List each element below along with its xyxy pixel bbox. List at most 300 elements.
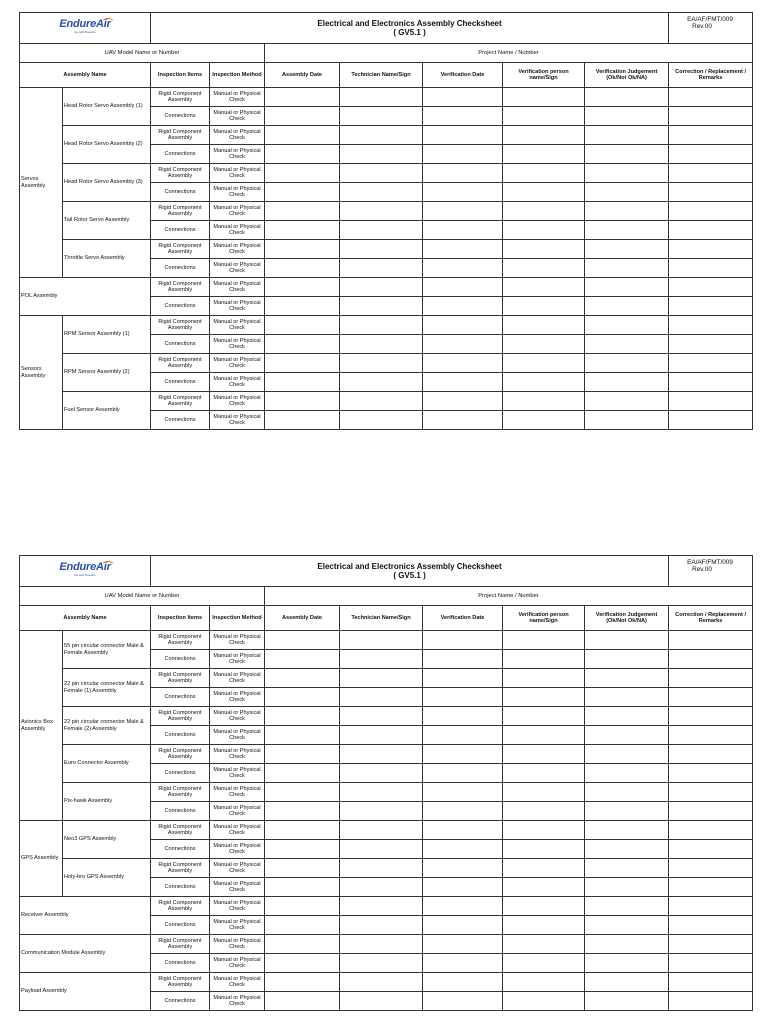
inspection-method: Manual or Physical Check bbox=[210, 897, 265, 916]
cell[interactable] bbox=[423, 821, 503, 840]
cell[interactable] bbox=[265, 278, 340, 297]
cell[interactable] bbox=[265, 916, 340, 935]
cell[interactable] bbox=[585, 183, 669, 202]
cell[interactable] bbox=[585, 650, 669, 669]
cell[interactable] bbox=[669, 316, 753, 335]
cell[interactable] bbox=[340, 316, 423, 335]
inspection-method: Manual or Physical Check bbox=[210, 650, 265, 669]
cell[interactable] bbox=[340, 688, 423, 707]
cell[interactable] bbox=[423, 764, 503, 783]
cell[interactable] bbox=[503, 145, 585, 164]
assembly-name: Head Rotor Servo Assembly (3) bbox=[63, 164, 151, 202]
inspection-item: Rigid Component Assembly bbox=[151, 745, 210, 764]
cell[interactable] bbox=[669, 840, 753, 859]
cell[interactable] bbox=[669, 259, 753, 278]
cell[interactable] bbox=[340, 650, 423, 669]
cell[interactable] bbox=[503, 354, 585, 373]
cell[interactable] bbox=[265, 316, 340, 335]
cell[interactable] bbox=[669, 992, 753, 1011]
inspection-method: Manual or Physical Check bbox=[210, 88, 265, 107]
cell[interactable] bbox=[265, 954, 340, 973]
cell[interactable] bbox=[585, 631, 669, 650]
cell[interactable] bbox=[669, 878, 753, 897]
cell[interactable] bbox=[340, 202, 423, 221]
inspection-item: Connections bbox=[151, 954, 210, 973]
inspection-item: Connections bbox=[151, 335, 210, 354]
cell[interactable] bbox=[585, 202, 669, 221]
cell[interactable] bbox=[423, 145, 503, 164]
cell[interactable] bbox=[585, 88, 669, 107]
cell[interactable] bbox=[340, 669, 423, 688]
cell[interactable] bbox=[669, 240, 753, 259]
cell[interactable] bbox=[340, 878, 423, 897]
cell[interactable] bbox=[265, 202, 340, 221]
cell[interactable] bbox=[423, 240, 503, 259]
cell[interactable] bbox=[669, 650, 753, 669]
inspection-item: Connections bbox=[151, 411, 210, 430]
inspection-item: Rigid Component Assembly bbox=[151, 897, 210, 916]
inspection-item: Connections bbox=[151, 221, 210, 240]
cell[interactable] bbox=[503, 183, 585, 202]
cell[interactable] bbox=[585, 411, 669, 430]
cell[interactable] bbox=[423, 688, 503, 707]
cell[interactable] bbox=[585, 707, 669, 726]
col-inspection-items: Inspection Items bbox=[151, 63, 210, 88]
cell[interactable] bbox=[265, 669, 340, 688]
cell[interactable] bbox=[585, 126, 669, 145]
cell[interactable] bbox=[265, 411, 340, 430]
cell[interactable] bbox=[423, 954, 503, 973]
cell[interactable] bbox=[265, 126, 340, 145]
assembly-name: RPM Sensor Assembly (2) bbox=[63, 354, 151, 392]
assembly-name: Tail Rotor Servo Assembly bbox=[63, 202, 151, 240]
cell[interactable] bbox=[265, 392, 340, 411]
cell[interactable] bbox=[265, 764, 340, 783]
cell[interactable] bbox=[503, 278, 585, 297]
inspection-item: Rigid Component Assembly bbox=[151, 316, 210, 335]
assembly-name: Holy-bro GPS Assembly bbox=[63, 859, 151, 897]
cell[interactable] bbox=[503, 935, 585, 954]
cell[interactable] bbox=[265, 297, 340, 316]
cell[interactable] bbox=[423, 992, 503, 1011]
cell[interactable] bbox=[423, 373, 503, 392]
cell[interactable] bbox=[585, 316, 669, 335]
cell[interactable] bbox=[265, 745, 340, 764]
cell[interactable] bbox=[669, 726, 753, 745]
cell[interactable] bbox=[423, 297, 503, 316]
cell[interactable] bbox=[585, 221, 669, 240]
cell[interactable] bbox=[585, 764, 669, 783]
cell[interactable] bbox=[265, 973, 340, 992]
col-verification-person: Verification person name/Sign bbox=[503, 606, 585, 631]
cell[interactable] bbox=[423, 164, 503, 183]
cell[interactable] bbox=[585, 878, 669, 897]
cell[interactable] bbox=[585, 992, 669, 1011]
cell[interactable] bbox=[265, 935, 340, 954]
cell[interactable] bbox=[423, 411, 503, 430]
cell[interactable] bbox=[340, 88, 423, 107]
cell[interactable] bbox=[669, 107, 753, 126]
cell[interactable] bbox=[423, 107, 503, 126]
cell[interactable] bbox=[585, 259, 669, 278]
cell[interactable] bbox=[503, 297, 585, 316]
cell[interactable] bbox=[503, 726, 585, 745]
cell[interactable] bbox=[265, 992, 340, 1011]
inspection-item: Rigid Component Assembly bbox=[151, 821, 210, 840]
cell[interactable] bbox=[585, 278, 669, 297]
cell[interactable] bbox=[585, 802, 669, 821]
cell[interactable] bbox=[340, 707, 423, 726]
cell[interactable] bbox=[265, 840, 340, 859]
col-verification-person: Verification person name/Sign bbox=[503, 63, 585, 88]
cell[interactable] bbox=[340, 783, 423, 802]
assembly-name: Fuel Sensor Assembly bbox=[63, 392, 151, 430]
cell[interactable] bbox=[585, 297, 669, 316]
cell[interactable] bbox=[423, 802, 503, 821]
cell[interactable] bbox=[669, 297, 753, 316]
cell[interactable] bbox=[503, 240, 585, 259]
cell[interactable] bbox=[265, 631, 340, 650]
cell[interactable] bbox=[340, 145, 423, 164]
cell[interactable] bbox=[340, 354, 423, 373]
assembly-name: 22 pin circular connector Male & Female (1) Assembly bbox=[63, 669, 151, 707]
cell[interactable] bbox=[340, 240, 423, 259]
cell[interactable] bbox=[423, 669, 503, 688]
cell[interactable] bbox=[669, 916, 753, 935]
inspection-item: Rigid Component Assembly bbox=[151, 278, 210, 297]
cell[interactable] bbox=[585, 669, 669, 688]
cell[interactable] bbox=[340, 278, 423, 297]
assembly-name: 22 pin circular connector Male & Female (2) Assembly bbox=[63, 707, 151, 745]
sheet-title: Electrical and Electronics Assembly Checksheet ( GV5.1 ) bbox=[151, 556, 669, 587]
cell[interactable] bbox=[265, 802, 340, 821]
cell[interactable] bbox=[585, 145, 669, 164]
inspection-item: Connections bbox=[151, 992, 210, 1011]
cell[interactable] bbox=[503, 164, 585, 183]
cell[interactable] bbox=[265, 259, 340, 278]
cell[interactable] bbox=[669, 802, 753, 821]
cell[interactable] bbox=[503, 821, 585, 840]
cell[interactable] bbox=[340, 935, 423, 954]
cell[interactable] bbox=[669, 897, 753, 916]
cell[interactable] bbox=[503, 126, 585, 145]
cell[interactable] bbox=[503, 783, 585, 802]
cell[interactable] bbox=[669, 126, 753, 145]
cell[interactable] bbox=[265, 373, 340, 392]
assembly-name: 55 pin circular connector Male & Female Assembly bbox=[63, 631, 151, 669]
cell[interactable] bbox=[669, 764, 753, 783]
cell[interactable] bbox=[503, 259, 585, 278]
cell[interactable] bbox=[503, 764, 585, 783]
col-verification-judgement: Verification Judgement (Ok/Not Ok/NA) bbox=[585, 63, 669, 88]
cell[interactable] bbox=[423, 745, 503, 764]
cell[interactable] bbox=[503, 859, 585, 878]
cell[interactable] bbox=[669, 859, 753, 878]
cell[interactable] bbox=[340, 840, 423, 859]
cell[interactable] bbox=[503, 107, 585, 126]
cell[interactable] bbox=[340, 764, 423, 783]
cell[interactable] bbox=[265, 650, 340, 669]
inspection-item: Connections bbox=[151, 878, 210, 897]
cell[interactable] bbox=[503, 802, 585, 821]
cell[interactable] bbox=[423, 631, 503, 650]
cell[interactable] bbox=[423, 783, 503, 802]
cell[interactable] bbox=[669, 164, 753, 183]
cell[interactable] bbox=[585, 954, 669, 973]
cell[interactable] bbox=[340, 897, 423, 916]
cell[interactable] bbox=[585, 164, 669, 183]
cell[interactable] bbox=[423, 916, 503, 935]
cell[interactable] bbox=[340, 821, 423, 840]
cell[interactable] bbox=[585, 392, 669, 411]
project-label: Project Name / Number bbox=[265, 587, 753, 606]
cell[interactable] bbox=[503, 916, 585, 935]
cell[interactable] bbox=[585, 840, 669, 859]
cell[interactable] bbox=[503, 954, 585, 973]
assembly-name: RPM Sensor Assembly (1) bbox=[63, 316, 151, 354]
cell[interactable] bbox=[585, 354, 669, 373]
cell[interactable] bbox=[265, 164, 340, 183]
cell[interactable] bbox=[423, 259, 503, 278]
cell[interactable] bbox=[503, 650, 585, 669]
group-gps: GPS Assembly bbox=[20, 821, 63, 897]
cell[interactable] bbox=[669, 669, 753, 688]
group-pol: POL Assembly bbox=[20, 278, 151, 316]
inspection-method: Manual or Physical Check bbox=[210, 688, 265, 707]
cell[interactable] bbox=[503, 411, 585, 430]
inspection-item: Connections bbox=[151, 183, 210, 202]
cell[interactable] bbox=[265, 859, 340, 878]
cell[interactable] bbox=[265, 726, 340, 745]
cell[interactable] bbox=[669, 145, 753, 164]
cell[interactable] bbox=[585, 916, 669, 935]
cell[interactable] bbox=[585, 688, 669, 707]
col-verification-date: Verification Date bbox=[423, 606, 503, 631]
cell[interactable] bbox=[503, 373, 585, 392]
cell[interactable] bbox=[340, 373, 423, 392]
cell[interactable] bbox=[503, 992, 585, 1011]
cell[interactable] bbox=[340, 973, 423, 992]
cell[interactable] bbox=[585, 335, 669, 354]
cell[interactable] bbox=[265, 878, 340, 897]
assembly-name: Head Rotor Servo Assembly (2) bbox=[63, 126, 151, 164]
cell[interactable] bbox=[669, 745, 753, 764]
cell[interactable] bbox=[585, 107, 669, 126]
cell[interactable] bbox=[585, 859, 669, 878]
cell[interactable] bbox=[340, 992, 423, 1011]
document-code: EA/AF/FMT/009 Rev.00 bbox=[669, 13, 753, 44]
cell[interactable] bbox=[669, 411, 753, 430]
cell[interactable] bbox=[265, 335, 340, 354]
cell[interactable] bbox=[585, 726, 669, 745]
cell[interactable] bbox=[340, 335, 423, 354]
inspection-item: Rigid Component Assembly bbox=[151, 88, 210, 107]
cell[interactable] bbox=[585, 240, 669, 259]
cell[interactable] bbox=[340, 726, 423, 745]
cell[interactable] bbox=[265, 240, 340, 259]
cell[interactable] bbox=[669, 278, 753, 297]
cell[interactable] bbox=[669, 373, 753, 392]
cell[interactable] bbox=[340, 745, 423, 764]
inspection-method: Manual or Physical Check bbox=[210, 392, 265, 411]
cell[interactable] bbox=[585, 373, 669, 392]
cell[interactable] bbox=[669, 202, 753, 221]
cell[interactable] bbox=[340, 631, 423, 650]
cell[interactable] bbox=[423, 126, 503, 145]
cell[interactable] bbox=[340, 297, 423, 316]
inspection-method: Manual or Physical Check bbox=[210, 240, 265, 259]
inspection-method: Manual or Physical Check bbox=[210, 183, 265, 202]
cell[interactable] bbox=[503, 973, 585, 992]
cell[interactable] bbox=[423, 935, 503, 954]
inspection-method: Manual or Physical Check bbox=[210, 802, 265, 821]
cell[interactable] bbox=[503, 878, 585, 897]
cell[interactable] bbox=[423, 316, 503, 335]
cell[interactable] bbox=[340, 221, 423, 240]
inspection-method: Manual or Physical Check bbox=[210, 259, 265, 278]
cell[interactable] bbox=[585, 745, 669, 764]
cell[interactable] bbox=[503, 897, 585, 916]
cell[interactable] bbox=[503, 669, 585, 688]
cell[interactable] bbox=[265, 354, 340, 373]
cell[interactable] bbox=[423, 221, 503, 240]
cell[interactable] bbox=[423, 278, 503, 297]
cell[interactable] bbox=[585, 783, 669, 802]
cell[interactable] bbox=[503, 745, 585, 764]
cell[interactable] bbox=[265, 688, 340, 707]
inspection-method: Manual or Physical Check bbox=[210, 316, 265, 335]
cell[interactable] bbox=[423, 973, 503, 992]
inspection-method: Manual or Physical Check bbox=[210, 707, 265, 726]
inspection-method: Manual or Physical Check bbox=[210, 297, 265, 316]
cell[interactable] bbox=[340, 107, 423, 126]
cell[interactable] bbox=[503, 631, 585, 650]
assembly-name: Neo3 GPS Assembly bbox=[63, 821, 151, 859]
cell[interactable] bbox=[669, 88, 753, 107]
cell[interactable] bbox=[265, 107, 340, 126]
cell[interactable] bbox=[340, 411, 423, 430]
cell[interactable] bbox=[585, 897, 669, 916]
cell[interactable] bbox=[503, 221, 585, 240]
cell[interactable] bbox=[340, 859, 423, 878]
inspection-item: Connections bbox=[151, 259, 210, 278]
cell[interactable] bbox=[423, 354, 503, 373]
cell[interactable] bbox=[340, 954, 423, 973]
inspection-item: Rigid Component Assembly bbox=[151, 392, 210, 411]
inspection-method: Manual or Physical Check bbox=[210, 992, 265, 1011]
inspection-method: Manual or Physical Check bbox=[210, 783, 265, 802]
inspection-item: Rigid Component Assembly bbox=[151, 707, 210, 726]
inspection-item: Connections bbox=[151, 373, 210, 392]
cell[interactable] bbox=[423, 335, 503, 354]
cell[interactable] bbox=[340, 916, 423, 935]
cell[interactable] bbox=[265, 183, 340, 202]
inspection-method: Manual or Physical Check bbox=[210, 354, 265, 373]
cell[interactable] bbox=[669, 221, 753, 240]
group-servos: Servos Assembly bbox=[20, 88, 63, 278]
inspection-item: Connections bbox=[151, 145, 210, 164]
inspection-method: Manual or Physical Check bbox=[210, 373, 265, 392]
cell[interactable] bbox=[423, 88, 503, 107]
cell[interactable] bbox=[585, 935, 669, 954]
cell[interactable] bbox=[340, 164, 423, 183]
group-payload: Payload Assembly bbox=[20, 973, 151, 1011]
inspection-method: Manual or Physical Check bbox=[210, 859, 265, 878]
inspection-method: Manual or Physical Check bbox=[210, 821, 265, 840]
cell[interactable] bbox=[585, 973, 669, 992]
cell[interactable] bbox=[503, 202, 585, 221]
cell[interactable] bbox=[340, 126, 423, 145]
cell[interactable] bbox=[503, 707, 585, 726]
cell[interactable] bbox=[423, 840, 503, 859]
cell[interactable] bbox=[669, 821, 753, 840]
cell[interactable] bbox=[585, 821, 669, 840]
cell[interactable] bbox=[265, 707, 340, 726]
cell[interactable] bbox=[503, 392, 585, 411]
cell[interactable] bbox=[423, 859, 503, 878]
cell[interactable] bbox=[423, 650, 503, 669]
inspection-method: Manual or Physical Check bbox=[210, 107, 265, 126]
cell[interactable] bbox=[669, 783, 753, 802]
col-inspection-items: Inspection Items bbox=[151, 606, 210, 631]
cell[interactable] bbox=[340, 259, 423, 278]
cell[interactable] bbox=[423, 707, 503, 726]
inspection-item: Rigid Component Assembly bbox=[151, 973, 210, 992]
cell[interactable] bbox=[503, 688, 585, 707]
cell[interactable] bbox=[503, 88, 585, 107]
cell[interactable] bbox=[669, 935, 753, 954]
uav-model-label: UAV Model Name or Number bbox=[20, 44, 265, 63]
cell[interactable] bbox=[340, 183, 423, 202]
cell[interactable] bbox=[340, 802, 423, 821]
cell[interactable] bbox=[265, 783, 340, 802]
sheet-title: Electrical and Electronics Assembly Checksheet ( GV5.1 ) bbox=[151, 13, 669, 44]
cell[interactable] bbox=[265, 897, 340, 916]
cell[interactable] bbox=[340, 392, 423, 411]
cell[interactable] bbox=[669, 688, 753, 707]
cell[interactable] bbox=[423, 183, 503, 202]
assembly-name: Euro Connector Assembly bbox=[63, 745, 151, 783]
company-logo: EndureAir Go with Passion bbox=[20, 13, 151, 44]
cell[interactable] bbox=[423, 726, 503, 745]
cell[interactable] bbox=[503, 840, 585, 859]
cell[interactable] bbox=[669, 631, 753, 650]
cell[interactable] bbox=[669, 354, 753, 373]
inspection-item: Connections bbox=[151, 764, 210, 783]
cell[interactable] bbox=[265, 221, 340, 240]
cell[interactable] bbox=[423, 202, 503, 221]
cell[interactable] bbox=[669, 392, 753, 411]
inspection-item: Connections bbox=[151, 107, 210, 126]
col-verification-judgement: Verification Judgement (Ok/Not Ok/NA) bbox=[585, 606, 669, 631]
cell[interactable] bbox=[669, 183, 753, 202]
cell[interactable] bbox=[423, 392, 503, 411]
inspection-item: Connections bbox=[151, 650, 210, 669]
cell[interactable] bbox=[503, 335, 585, 354]
cell[interactable] bbox=[503, 316, 585, 335]
cell[interactable] bbox=[669, 707, 753, 726]
inspection-method: Manual or Physical Check bbox=[210, 840, 265, 859]
cell[interactable] bbox=[669, 973, 753, 992]
cell[interactable] bbox=[265, 821, 340, 840]
cell[interactable] bbox=[265, 145, 340, 164]
cell[interactable] bbox=[423, 897, 503, 916]
cell[interactable] bbox=[669, 335, 753, 354]
inspection-method: Manual or Physical Check bbox=[210, 935, 265, 954]
cell[interactable] bbox=[669, 954, 753, 973]
cell[interactable] bbox=[423, 878, 503, 897]
cell[interactable] bbox=[265, 88, 340, 107]
